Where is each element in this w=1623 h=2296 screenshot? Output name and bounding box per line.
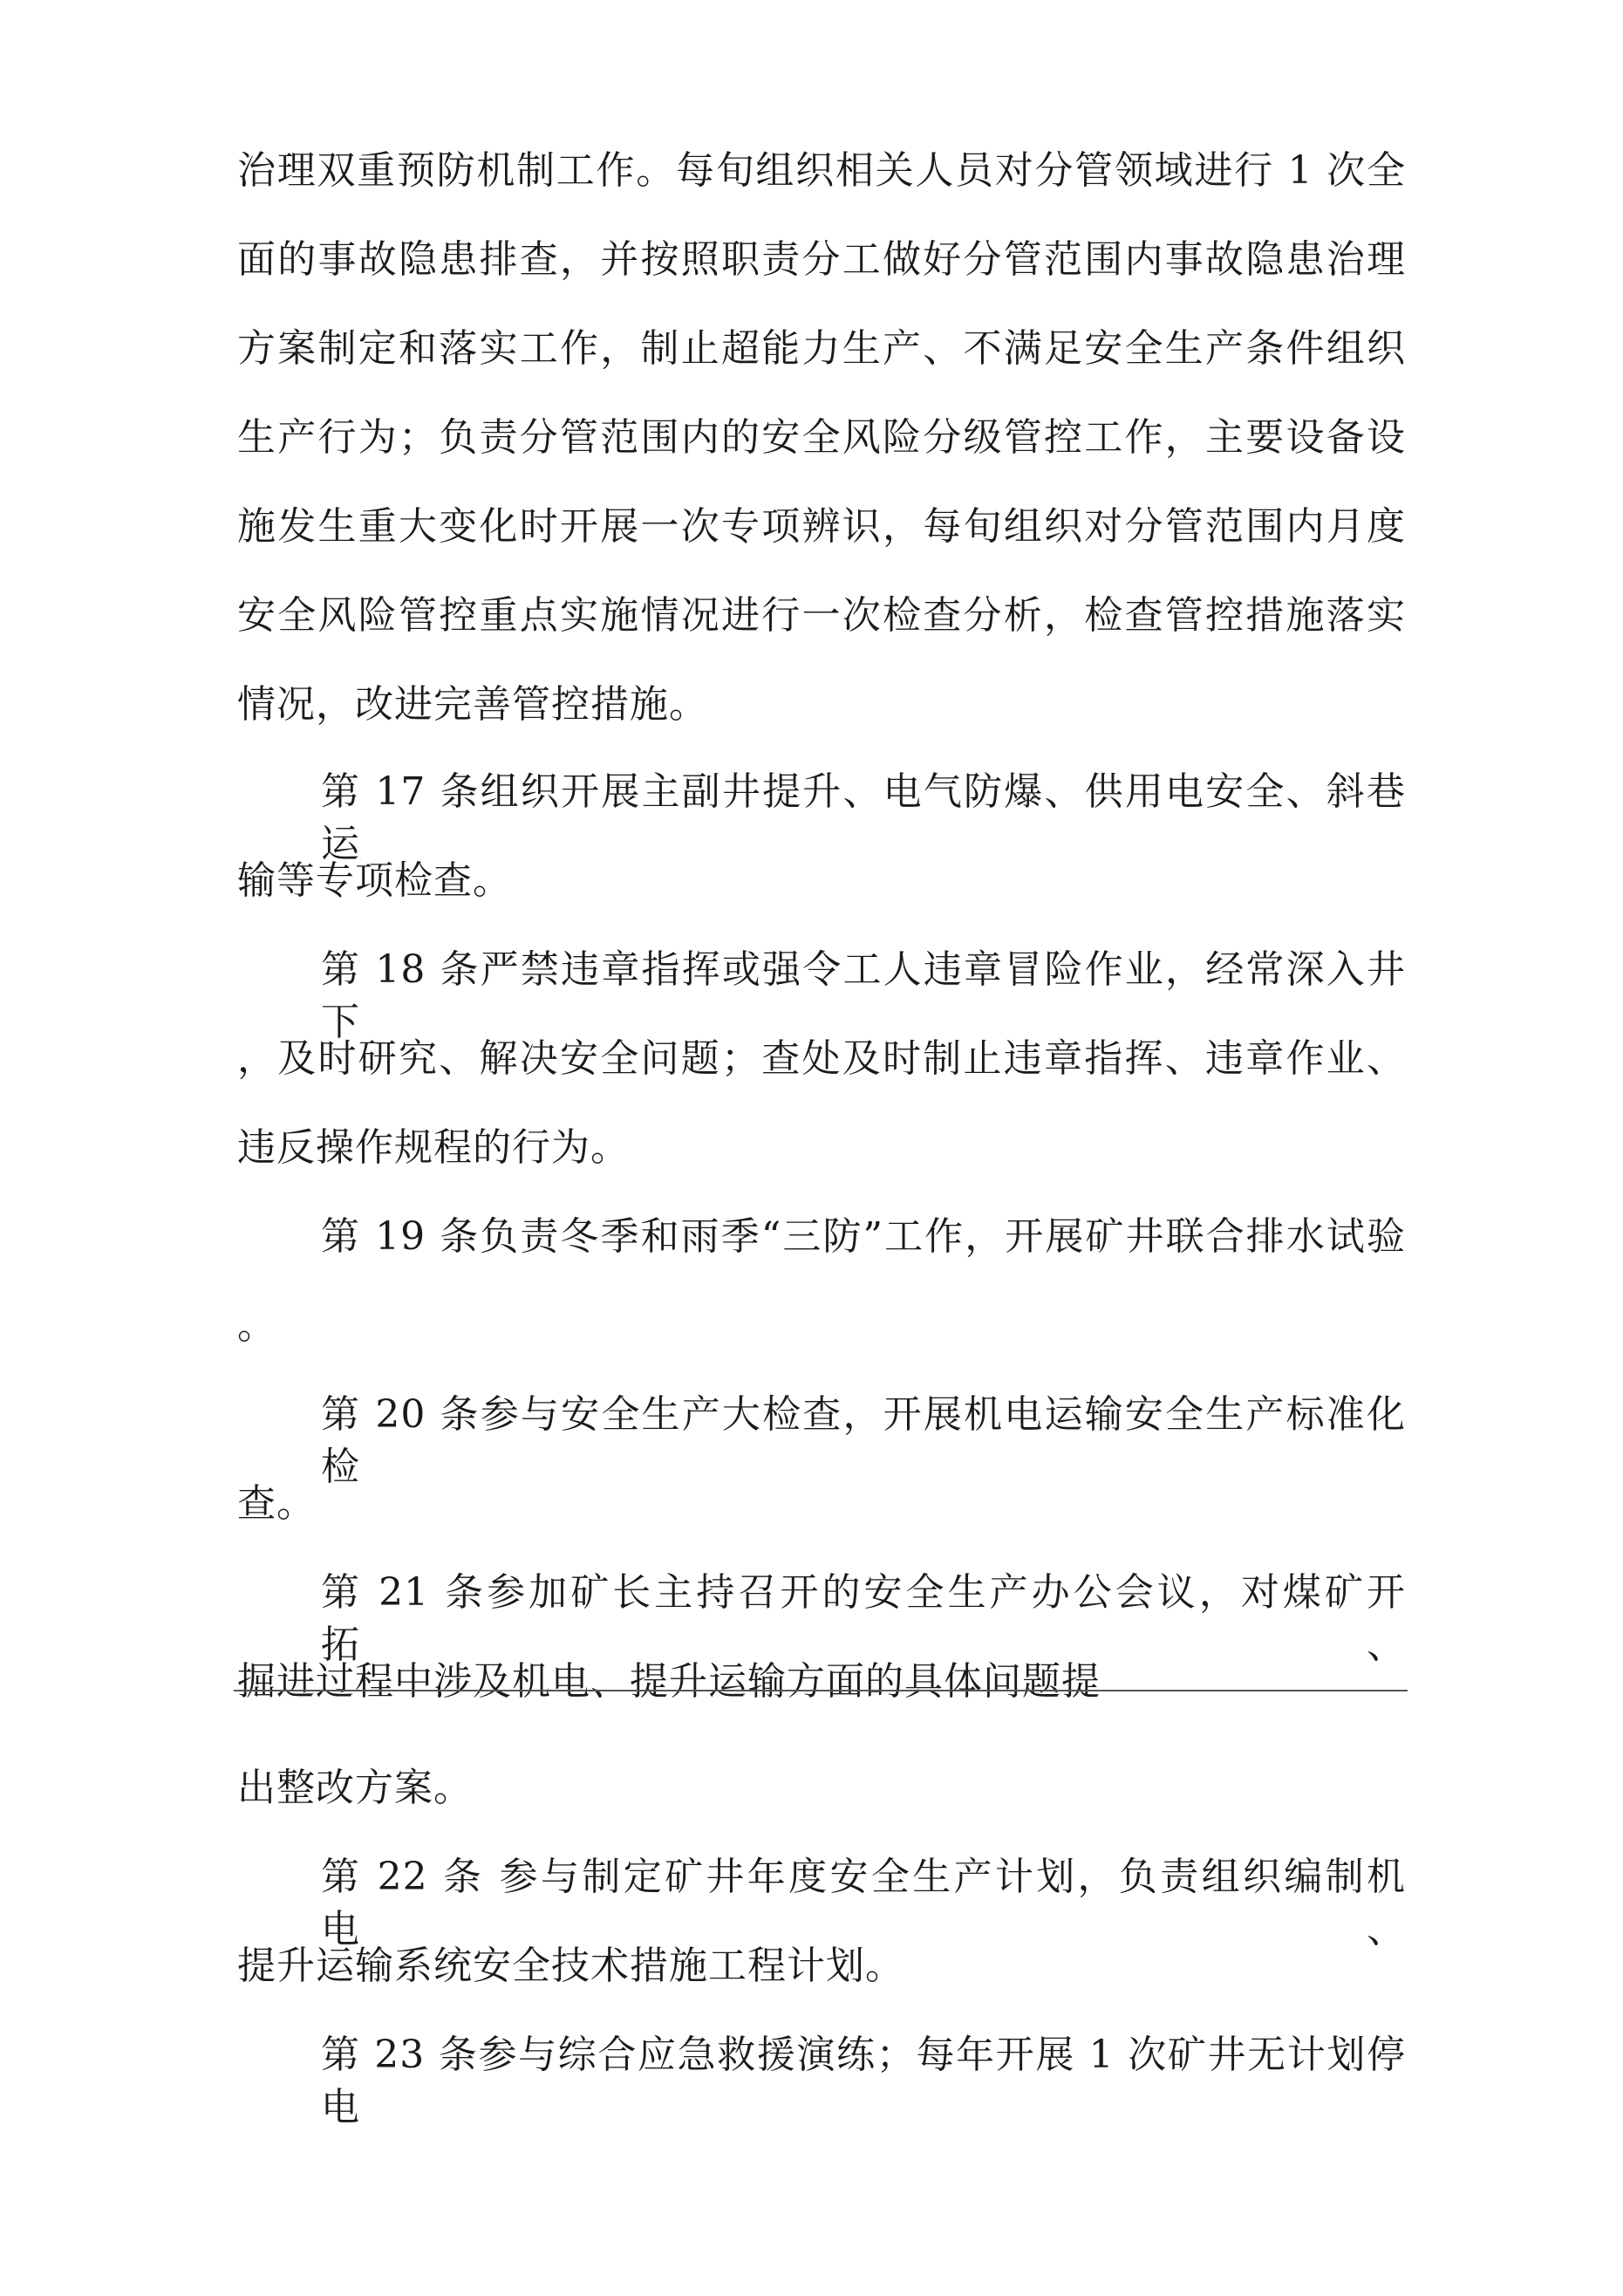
text-line: 面的事故隐患排查，并按照职责分工做好分管范围内事故隐患治理 [237,237,1406,282]
text-line: 情况，改进完善管控措施。 [237,682,708,727]
text-line: 掘进过程中涉及机电、提升运输方面的具体问题提 [237,1659,1101,1704]
article-18-line: 第 18 条严禁违章指挥或强令工人违章冒险作业，经常深入井下 [321,947,1406,1044]
text-line: 方案制定和落实工作，制止超能力生产、不满足安全生产条件组织 [237,326,1406,371]
article-22-line: 第 22 条 参与制定矿井年度安全生产计划，负责组织编制机电、 [321,1855,1406,1951]
text-line: 出整改方案。 [237,1766,473,1810]
text-line: ，及时研究、解决安全问题；查处及时制止违章指挥、违章作业、 [237,1036,1406,1081]
article-17-line: 第 17 条组织开展主副井提升、电气防爆、供用电安全、斜巷运 [321,769,1406,866]
article-23-line: 第 23 条参与综合应急救援演练；每年开展 1 次矿井无计划停电 [321,2033,1406,2129]
text-line: 提升运输系统安全技术措施工程计划。 [237,1944,904,1988]
text-line: 安全风险管控重点实施情况进行一次检查分析，检查管控措施落实 [237,593,1406,638]
page-divider [234,1690,1408,1691]
article-20-line: 第 20 条参与安全生产大检查，开展机电运输安全生产标准化检 [321,1392,1406,1489]
article-19-line: 第 19 条负责冬季和雨季“三防”工作，开展矿井联合排水试验 [321,1214,1406,1259]
text-line: 违反操作规程的行为。 [237,1125,630,1170]
text-line: 治理双重预防机制工作。每旬组织相关人员对分管领域进行 1 次全 [237,148,1406,193]
text-line: 施发生重大变化时开展一次专项辨识，每旬组织对分管范围内月度 [237,504,1406,549]
article-21-line: 第 21 条参加矿长主持召开的安全生产办公会议，对煤矿开拓、 [321,1570,1406,1667]
text-line: 查。 [237,1481,316,1526]
text-line: 输等专项检查。 [237,858,512,903]
text-line: 生产行为；负责分管范围内的安全风险分级管控工作，主要设备设 [237,415,1406,460]
text-line: 。 [237,1303,276,1348]
